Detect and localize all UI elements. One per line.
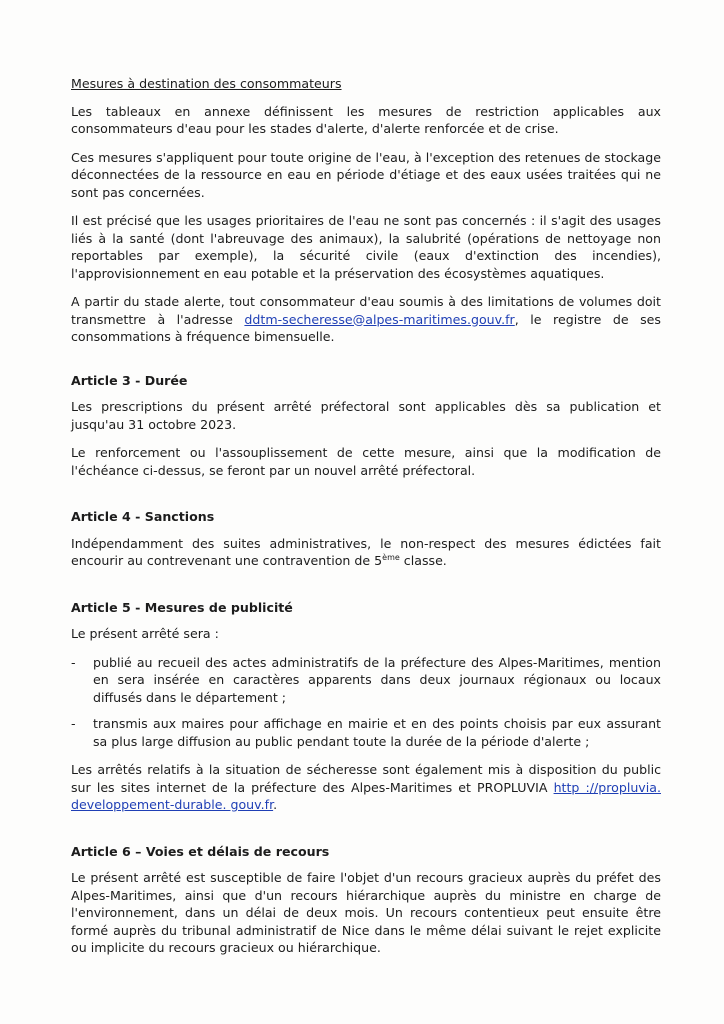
consumers-p4-text-before: A partir du stade alerte, tout consommateur d'eau soumis à des limitations de volumes doit transmettre à l'adresse <box>71 294 661 327</box>
list-item <box>71 715 661 750</box>
consumers-paragraph-1: Les tableaux en annexe définissent les mesures de restriction applicables aux consommateurs d'eau pour les stades d'alerte, d'alerte renforcée et de crise. <box>71 103 661 136</box>
list-item-text: publié au recueil des actes administratifs de la préfecture des Alpes-Maritimes, mention en sera insérée en caractères apparents dans deux journaux régionaux ou locaux diffusés dans le département ; <box>93 654 661 705</box>
email-link[interactable]: ddtm-secheresse@alpes-maritimes.gouv.fr <box>244 311 515 327</box>
dash-bullet: - <box>71 716 76 731</box>
consumers-paragraph-2: Ces mesures s'appliquent pour toute origine de l'eau, à l'exception des retenues de stockage déconnectées de la ressource en eau en période d'étiage et des eaux usées traitées qui ne sont pas concernées. <box>71 149 661 200</box>
article-4-text-before: Indépendamment des suites administratives, le non-respect des mesures édictées fait encourir au contrevenant une contravention de 5 <box>71 535 661 568</box>
article-4-heading: Article 4 - Sanctions <box>71 509 215 524</box>
propluvia-link[interactable]: http ://propluvia. developpement-durable. gouv.fr <box>71 779 661 812</box>
article-4-paragraph-1 <box>71 535 661 570</box>
article-4-text-after: classe. <box>399 553 447 568</box>
document-body <box>71 75 661 968</box>
article-3-paragraph-2: Le renforcement ou l'assouplissement de cette mesure, ainsi que la modification de l'échéance ci-dessus, se feront par un nouvel arrêté préfectoral. <box>71 445 661 478</box>
article-3-paragraph-1: Les prescriptions du présent arrêté préfectoral sont applicables dès sa publication et jusqu'au 31 octobre 2023. <box>71 399 661 432</box>
article-5-paragraph-2 <box>71 761 661 814</box>
dash-bullet: - <box>71 654 76 670</box>
article-5-text-before: Les arrêtés relatifs à la situation de sécheresse sont également mis à disposition du public sur les sites internet de la préfecture des Alpes-Maritimes et PROPLUVIA <box>71 762 661 795</box>
consumers-paragraph-4 <box>71 293 661 346</box>
article-5-bullet-list <box>71 654 661 751</box>
article-5-intro: Le présent arrêté sera : <box>71 626 219 641</box>
ordinal-superscript: ème <box>382 553 400 562</box>
consumers-paragraph-3: Il est précisé que les usages prioritaires de l'eau ne sont pas concernés : il s'agit des usages liés à la santé (dont l'abreuvage des animaux), la salubrité (opérations de nettoyage non reportables par exemple), la sécurité civile (eaux d'extinction des incendies), l'approvisionnement en eau potable et la préservation des écosystèmes aquatiques. <box>71 213 661 281</box>
article-6-paragraph-1: Le présent arrêté est susceptible de faire l'objet d'un recours gracieux auprès du préfet des Alpes-Maritimes, ainsi que d'un recours hiérarchique auprès du ministre en charge de l'environnement, dans un délai de deux mois. Un recours contentieux peut ensuite être formé auprès du tribunal administratif de Nice dans le même délai suivant le rejet explicite ou implicite du recours gracieux ou hiérarchique. <box>71 870 661 955</box>
article-5-text-after: . <box>273 797 278 812</box>
consumers-p4-text-after: , le registre de ses consommations à fréquence bimensuelle. <box>71 311 661 344</box>
list-item-text: transmis aux maires pour affichage en mairie et en des points choisis par eux assurant sa plus large diffusion au public pendant toute la durée de la période d'alerte ; <box>93 716 661 749</box>
article-3-heading: Article 3 - Durée <box>71 372 188 388</box>
consumers-section-title: Mesures à destination des consommateurs <box>71 76 342 91</box>
article-5-heading: Article 5 - Mesures de publicité <box>71 599 293 615</box>
article-6-heading: Article 6 – Voies et délais de recours <box>71 843 330 859</box>
list-item <box>71 654 661 707</box>
